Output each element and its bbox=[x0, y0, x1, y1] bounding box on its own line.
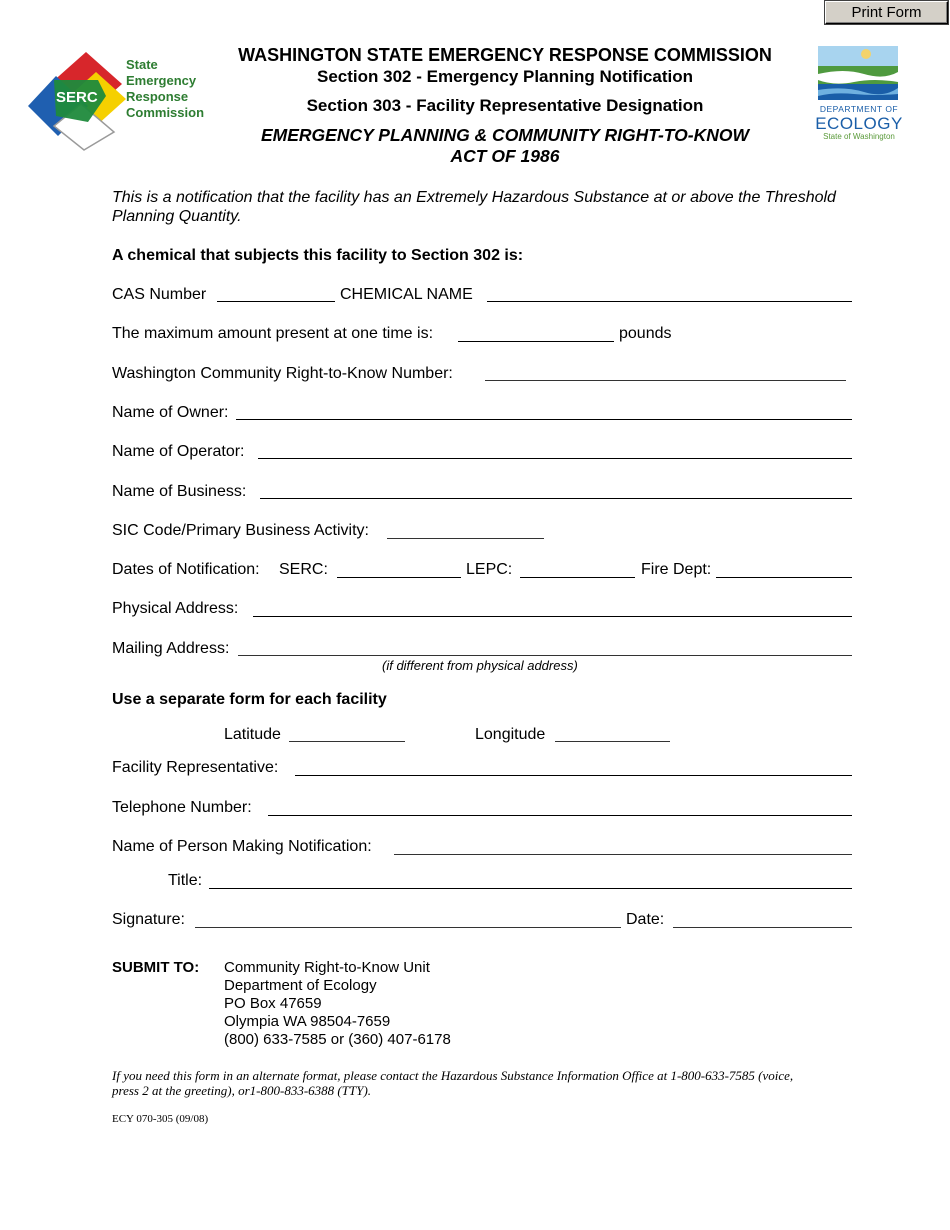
date-label: Date: bbox=[626, 911, 665, 928]
submit-address-line: PO Box 47659 bbox=[224, 995, 322, 1012]
latitude-label: Latitude bbox=[224, 726, 281, 743]
telephone-input[interactable] bbox=[268, 795, 852, 815]
person-notifying-input[interactable] bbox=[394, 834, 852, 854]
operator-label: Name of Operator: bbox=[112, 443, 245, 460]
ecology-dept-text: DEPARTMENT OF bbox=[819, 104, 899, 114]
intro-text: This is a notification that the facility has an Extremely Hazardous Substance at or above the Threshold Planning Quantity. bbox=[112, 189, 836, 225]
date-input[interactable] bbox=[673, 907, 852, 927]
fire-dept-date-label: Fire Dept: bbox=[641, 561, 712, 578]
chemical-name-label: CHEMICAL NAME bbox=[340, 286, 473, 303]
title-input[interactable] bbox=[209, 868, 852, 888]
serc-text-line: Commission bbox=[126, 105, 205, 120]
accessibility-note-line: If you need this form in an alternate format, please contact the Hazardous Substance Information Office at 1-800-633-7585 (voice, bbox=[112, 1068, 794, 1083]
mailing-address-label: Mailing Address: bbox=[112, 640, 230, 657]
svg-text:SERC: SERC bbox=[56, 89, 98, 106]
business-input[interactable] bbox=[260, 479, 852, 499]
serc-date-input[interactable] bbox=[337, 557, 461, 577]
operator-input[interactable] bbox=[258, 439, 852, 459]
accessibility-note bbox=[112, 1068, 872, 1098]
header-section-302: Section 302 - Emergency Planning Notification bbox=[317, 67, 693, 86]
header-act-year: ACT OF 1986 bbox=[450, 146, 560, 166]
lepc-date-label: LEPC: bbox=[466, 561, 513, 578]
ecology-state-text: State of Washington bbox=[823, 132, 895, 141]
facility-representative-input[interactable] bbox=[295, 755, 852, 775]
form-id: ECY 070-305 (09/08) bbox=[112, 1113, 209, 1125]
submit-address-line: Community Right-to-Know Unit bbox=[224, 959, 430, 976]
facility-representative-label: Facility Representative: bbox=[112, 759, 279, 776]
rtk-number-label: Washington Community Right-to-Know Number: bbox=[112, 365, 453, 382]
mailing-address-input[interactable] bbox=[238, 636, 852, 656]
ecology-name-text: ECOLOGY bbox=[815, 114, 903, 133]
serc-diamond-icon bbox=[26, 44, 136, 154]
signature-input[interactable] bbox=[195, 907, 621, 927]
physical-address-input[interactable] bbox=[253, 596, 852, 616]
max-amount-input[interactable] bbox=[458, 322, 614, 342]
serc-date-label: SERC: bbox=[279, 561, 328, 578]
submit-address-line: Olympia WA 98504-7659 bbox=[224, 1013, 391, 1030]
submit-address bbox=[224, 959, 451, 1049]
rtk-number-input[interactable] bbox=[485, 361, 846, 381]
longitude-label: Longitude bbox=[475, 726, 546, 743]
dates-label: Dates of Notification: bbox=[112, 561, 260, 578]
serc-text-line: State bbox=[126, 57, 158, 72]
longitude-input[interactable] bbox=[555, 722, 670, 742]
mailing-address-note: (if different from physical address) bbox=[382, 658, 578, 673]
separate-form-note: Use a separate form for each facility bbox=[112, 691, 387, 708]
sic-code-label: SIC Code/Primary Business Activity: bbox=[112, 522, 369, 539]
pounds-label: pounds bbox=[619, 325, 672, 342]
ecology-logo bbox=[814, 44, 904, 144]
submit-address-line: Department of Ecology bbox=[224, 977, 377, 994]
person-notifying-label: Name of Person Making Notification: bbox=[112, 838, 372, 855]
sic-code-input[interactable] bbox=[387, 518, 544, 538]
serc-logo bbox=[26, 44, 211, 154]
serc-text-line: Emergency bbox=[126, 73, 197, 88]
washington-state-map-icon bbox=[814, 44, 900, 104]
cas-number-label: CAS Number bbox=[112, 286, 207, 303]
owner-label: Name of Owner: bbox=[112, 404, 229, 421]
chemical-name-input[interactable] bbox=[487, 283, 852, 303]
serc-text-line: Response bbox=[126, 89, 189, 104]
physical-address-label: Physical Address: bbox=[112, 600, 239, 617]
section-heading: A chemical that subjects this facility to Section 302 is: bbox=[112, 247, 524, 264]
telephone-label: Telephone Number: bbox=[112, 799, 252, 816]
latitude-input[interactable] bbox=[289, 722, 405, 742]
print-form-button[interactable]: Print Form bbox=[825, 1, 948, 24]
fire-dept-date-input[interactable] bbox=[716, 557, 852, 577]
max-amount-label: The maximum amount present at one time is: bbox=[112, 325, 434, 342]
signature-label: Signature: bbox=[112, 911, 185, 928]
header-act-title: EMERGENCY PLANNING & COMMUNITY RIGHT-TO-KNOW bbox=[260, 125, 750, 145]
accessibility-note-line: press 2 at the greeting), or1-800-833-6388 (TTY). bbox=[112, 1083, 372, 1098]
owner-input[interactable] bbox=[236, 400, 852, 420]
title-label: Title: bbox=[168, 872, 203, 889]
submit-address-line: (800) 633-7585 or (360) 407-6178 bbox=[224, 1031, 451, 1048]
header-section-303: Section 303 - Facility Representative Designation bbox=[306, 96, 704, 115]
business-label: Name of Business: bbox=[112, 483, 247, 500]
submit-to-label: SUBMIT TO: bbox=[112, 959, 200, 976]
cas-number-input[interactable] bbox=[217, 283, 335, 303]
lepc-date-input[interactable] bbox=[520, 557, 635, 577]
header-title: WASHINGTON STATE EMERGENCY RESPONSE COMMISSION bbox=[238, 45, 772, 65]
